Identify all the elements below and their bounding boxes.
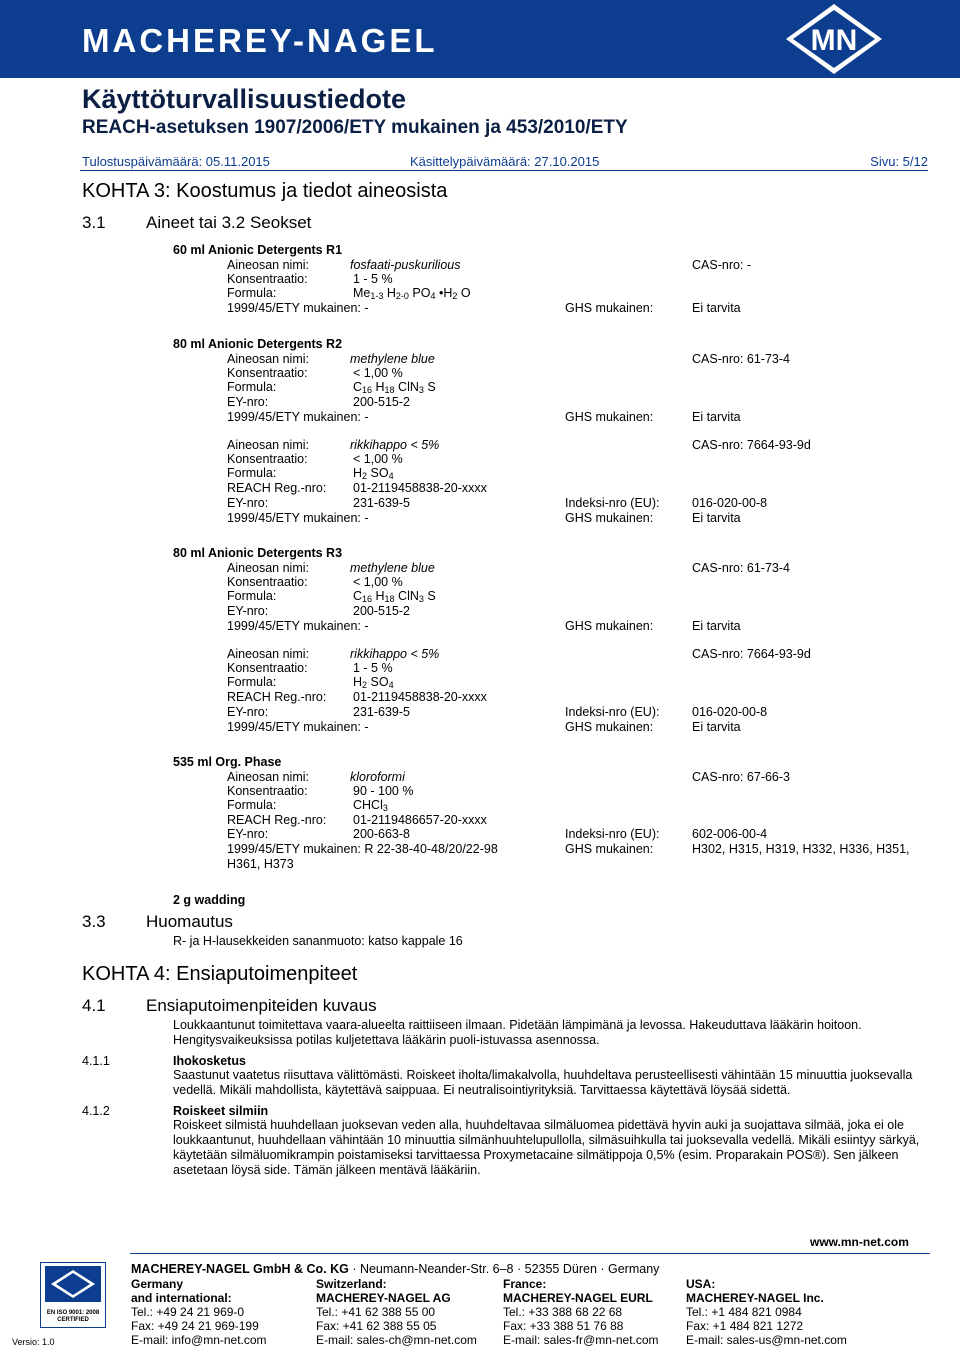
r2b-ghs-label: GHS mukainen: [565, 511, 654, 525]
org-ghs-value-cont: H361, H373 [227, 857, 294, 871]
email-france[interactable]: E-mail: sales-fr@mn-net.com [503, 1333, 659, 1347]
r2b-ey-label: EY-nro: [227, 496, 269, 510]
r3b-formula: $H_2$ $SO_4$ [353, 675, 394, 690]
org-ey-label: EY-nro: [227, 827, 269, 841]
r3a-ghs-value: Ei tarvita [692, 619, 741, 633]
r2b-reach-label: REACH Reg.-nro: [227, 481, 327, 495]
footer-col-france: France: MACHEREY-NAGEL EURL Tel.: +33 388 68 22 68 Fax: +33 388 51 76 88 E-mail: sales-fr@mn-net.com [503, 1277, 659, 1347]
r3b-cas: CAS-nro: 7664-93-9d [692, 647, 811, 661]
footer-col-germany: Germany and international: Tel.: +49 24 21 969-0 Fax: +49 24 21 969-199 E-mail: info@mn-net.com [131, 1277, 267, 1347]
r3b-formula-label: Formula: [227, 675, 277, 689]
r3b-index-label: Indeksi-nro (EU): [565, 705, 660, 719]
r2a-formula: $C_{16}$ $H_{18}$ ClN$_3$ S [353, 380, 436, 395]
r1-conc: 1 - 5 % [353, 272, 393, 286]
header-divider [80, 170, 928, 171]
section31-number: 3.1 [82, 213, 106, 232]
r1-title: 60 ml Anionic Detergents R1 [173, 243, 343, 257]
r3b-conc: 1 - 5 % [353, 661, 393, 675]
section412-text: Roiskeet silmistä huuhdellaan juoksevan veden alla, huuhdeltavaa silmäluomea pidettävä hyvin auki ja suojattava silmää, joka ei ole loukkaantunut, huuhdellaan vähintään 10 minuuttia silmänhuuhtelupullolla, silmäsuihkulla tai juoksevalla vedellä. Mikäli esiintyy särkyä, käytetään silmäluomikrampin poistamiseksi tarvittaessa Proxymetacaine silmätippoja 0,5% (esim. Proparakain POS®). Sen jälkeen asetetaan löysä side. Tämän jälkeen mentävä lääkäriin. [173, 1118, 920, 1177]
r2b-conc: < 1,00 % [353, 452, 403, 466]
org-directive: 1999/45/ETY mukainen: R 22-38-40-48/20/22-98 [227, 842, 498, 856]
r1-conc-label: Konsentraatio: [227, 272, 308, 286]
section33-title: Huomautus [146, 912, 233, 931]
page-title: Käyttöturvallisuustiedote [82, 84, 407, 114]
org-formula: CHCl$_3$ [353, 798, 388, 813]
r2a-ghs-value: Ei tarvita [692, 410, 741, 424]
r2b-cas: CAS-nro: 7664-93-9d [692, 438, 811, 452]
email-germany[interactable]: E-mail: info@mn-net.com [131, 1333, 267, 1347]
r1-name-label: Aineosan nimi: [227, 258, 309, 272]
r3a-formula-label: Formula: [227, 589, 277, 603]
section41-title: Ensiaputoimenpiteiden kuvaus [146, 996, 377, 1015]
r3a-conc: < 1,00 % [353, 575, 403, 589]
org-index: 602-006-00-4 [692, 827, 768, 841]
r2a-name: methylene blue [350, 352, 435, 366]
footer-col-switzerland: Switzerland: MACHEREY-NAGEL AG Tel.: +41 62 388 55 00 Fax: +41 62 388 55 05 E-mail: sales-ch@mn-net.com [316, 1277, 477, 1347]
section412-number: 4.1.2 [82, 1104, 110, 1118]
r1-cas: CAS-nro: - [692, 258, 752, 272]
section33-number: 3.3 [82, 912, 106, 931]
r3a-conc-label: Konsentraatio: [227, 575, 308, 589]
website-link[interactable]: www.mn-net.com [810, 1235, 909, 1249]
r2a-directive: 1999/45/ETY mukainen: - [227, 410, 369, 424]
cert-text: EN ISO 9001: 2008 CERTIFIED [46, 1310, 100, 1323]
footer-col-usa: USA: MACHEREY-NAGEL Inc. Tel.: +1 484 821 0984 Fax: +1 484 821 1272 E-mail: sales-us@mn-net.com [686, 1277, 847, 1347]
r2a-ey: 200-515-2 [353, 395, 410, 409]
section412-title: Roiskeet silmiin [173, 1104, 269, 1118]
print-date: Tulostuspäivämäärä: 05.11.2015 [82, 154, 270, 169]
org-index-label: Indeksi-nro (EU): [565, 827, 660, 841]
process-date: Käsittelypäivämäärä: 27.10.2015 [410, 154, 600, 169]
r2a-name-label: Aineosan nimi: [227, 352, 309, 366]
r3a-ghs-label: GHS mukainen: [565, 619, 654, 633]
section411-number: 4.1.1 [82, 1054, 110, 1068]
r2a-ey-label: EY-nro: [227, 395, 269, 409]
r2b-reach: 01-2119458838-20-xxxx [353, 481, 487, 495]
r2b-name: rikkihappo < 5% [350, 438, 440, 452]
page-number: Sivu: 5/12 [870, 154, 928, 169]
org-formula-label: Formula: [227, 798, 277, 812]
r3a-cas: CAS-nro: 61-73-4 [692, 561, 790, 575]
org-cas: CAS-nro: 67-66-3 [692, 770, 790, 784]
org-ghs-value: H302, H315, H319, H332, H336, H351, [692, 842, 910, 856]
org-name-label: Aineosan nimi: [227, 770, 309, 784]
iso-certificate-badge [40, 1262, 106, 1328]
r3b-ey-label: EY-nro: [227, 705, 269, 719]
r2b-directive: 1999/45/ETY mukainen: - [227, 511, 369, 525]
org-reach: 01-2119486657-20-xxxx [353, 813, 487, 827]
footer-divider [130, 1253, 930, 1254]
r3a-name-label: Aineosan nimi: [227, 561, 309, 575]
org-conc: 90 - 100 % [353, 784, 414, 798]
r3a-ey: 200-515-2 [353, 604, 410, 618]
r2b-index: 016-020-00-8 [692, 496, 768, 510]
section41-text: Loukkaantunut toimitettava vaara-alueelta raittiiseen ilmaan. Pidetään lämpimänä ja levossa. Hakeuduttava lääkärin hoitoon. Hengitysvaikeuksissa potilas kuljetettava lääkärin puoli-istuvassa asennossa. [173, 1018, 862, 1047]
r3b-ghs-value: Ei tarvita [692, 720, 741, 734]
r2b-formula: $H_2$ $SO_4$ [353, 466, 394, 481]
r3b-conc-label: Konsentraatio: [227, 661, 308, 675]
r3a-name: methylene blue [350, 561, 435, 575]
r3b-ey: 231-639-5 [353, 705, 410, 719]
r2b-index-label: Indeksi-nro (EU): [565, 496, 660, 510]
r2b-ey: 231-639-5 [353, 496, 410, 510]
section41-number: 4.1 [82, 996, 106, 1015]
org-ghs-label: GHS mukainen: [565, 842, 654, 856]
r2b-name-label: Aineosan nimi: [227, 438, 309, 452]
section411-text: Saastunut vaatetus riisuttava välittömästi. Roiskeet iholta/limakalvolla, huuhdeltava perusteellisesti vähintään 15 minuuttia juoksevalla vedellä. Mikäli mahdollista, käytettävä saippuaa. Ei neutralisointiyrityksiä. Tarvittaessa käytettävä löysää sidettä. [173, 1068, 913, 1097]
r3b-name: rikkihappo < 5% [350, 647, 440, 661]
section31-title: Aineet tai 3.2 Seokset [146, 213, 312, 232]
r3a-formula: $C_{16}$ $H_{18}$ ClN$_3$ S [353, 589, 436, 604]
svg-text:MN: MN [810, 24, 858, 57]
org-ey: 200-663-8 [353, 827, 410, 841]
wadding-title: 2 g wadding [173, 893, 246, 907]
r1-directive: 1999/45/ETY mukainen: - [227, 301, 369, 315]
r2a-conc-label: Konsentraatio: [227, 366, 308, 380]
brand-name: MACHEREY-NAGEL [82, 22, 438, 59]
r2a-formula-label: Formula: [227, 380, 277, 394]
section33-text: R- ja H-lausekkeiden sananmuoto: katso kappale 16 [173, 934, 463, 948]
r3b-reach-label: REACH Reg.-nro: [227, 690, 327, 704]
r3b-directive: 1999/45/ETY mukainen: - [227, 720, 369, 734]
r2-title: 80 ml Anionic Detergents R2 [173, 337, 343, 351]
mn-logo-icon [782, 2, 886, 76]
r1-name: fosfaati-puskurilious [350, 258, 461, 272]
r3b-name-label: Aineosan nimi: [227, 647, 309, 661]
r2b-conc-label: Konsentraatio: [227, 452, 308, 466]
email-usa[interactable]: E-mail: sales-us@mn-net.com [686, 1333, 847, 1347]
footer-company-line: MACHEREY-NAGEL GmbH & Co. KG · Neumann-Neander-Str. 6–8 · 52355 Düren · Germany [131, 1262, 660, 1276]
r2a-conc: < 1,00 % [353, 366, 403, 380]
org-reach-label: REACH Reg.-nro: [227, 813, 327, 827]
r2a-ghs-label: GHS mukainen: [565, 410, 654, 424]
r2a-cas: CAS-nro: 61-73-4 [692, 352, 790, 366]
section3-heading: KOHTA 3: Koostumus ja tiedot aineosista [82, 180, 448, 202]
version: Versio: 1.0 [12, 1337, 55, 1347]
email-switzerland[interactable]: E-mail: sales-ch@mn-net.com [316, 1333, 477, 1347]
r3a-ey-label: EY-nro: [227, 604, 269, 618]
r1-formula-label: Formula: [227, 286, 277, 300]
r3b-reach: 01-2119458838-20-xxxx [353, 690, 487, 704]
page-subtitle: REACH-asetuksen 1907/2006/ETY mukainen ja 453/2010/ETY [82, 117, 628, 138]
r3a-directive: 1999/45/ETY mukainen: - [227, 619, 369, 633]
r1-ghs-label: GHS mukainen: [565, 301, 654, 315]
header-bar [0, 0, 960, 78]
certificate-logo-icon [41, 1263, 105, 1305]
r3b-ghs-label: GHS mukainen: [565, 720, 654, 734]
org-name: kloroformi [350, 770, 405, 784]
r1-formula: $Me_{1-3}$ $H_{2-0}$ $PO_4$ $•H_2$ O [353, 286, 471, 301]
section411-title: Ihokosketus [173, 1054, 246, 1068]
r3-title: 80 ml Anionic Detergents R3 [173, 546, 343, 560]
r2b-formula-label: Formula: [227, 466, 277, 480]
r2b-ghs-value: Ei tarvita [692, 511, 741, 525]
section4-heading: KOHTA 4: Ensiaputoimenpiteet [82, 963, 358, 985]
org-title: 535 ml Org. Phase [173, 755, 282, 769]
r3b-index: 016-020-00-8 [692, 705, 768, 719]
org-conc-label: Konsentraatio: [227, 784, 308, 798]
r1-ghs-value: Ei tarvita [692, 301, 741, 315]
